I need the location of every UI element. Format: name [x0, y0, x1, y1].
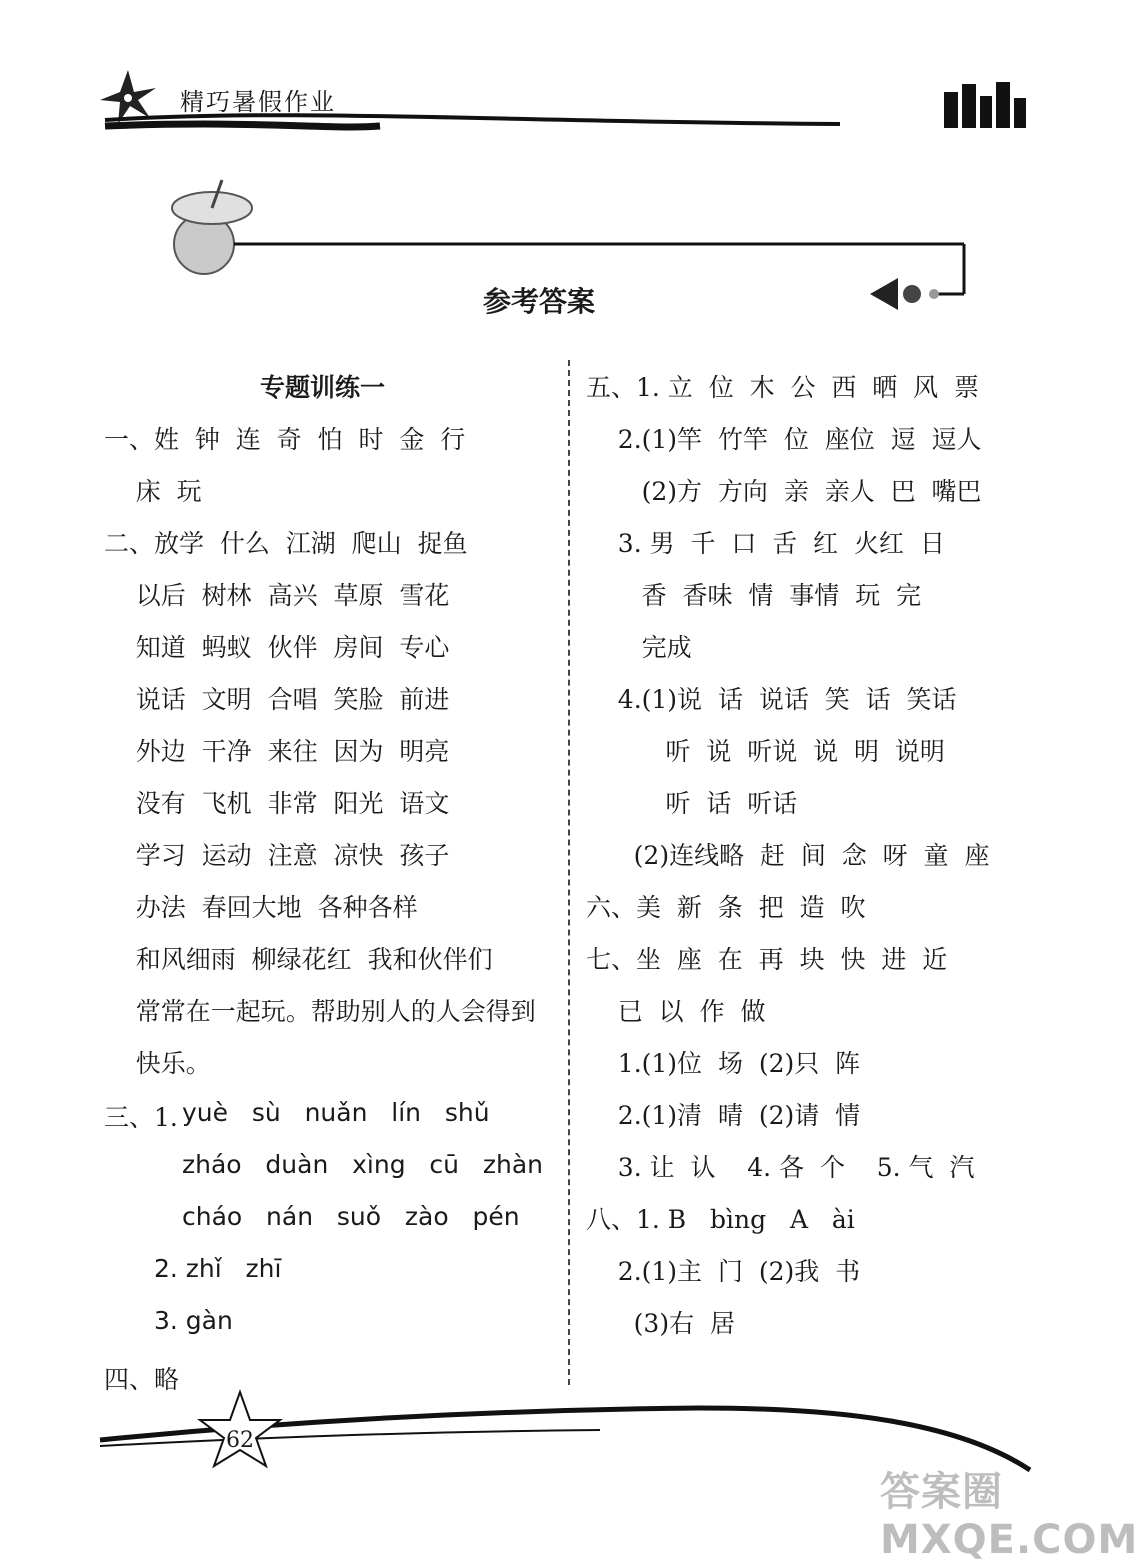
city-skyline-icon [944, 82, 1026, 128]
answer-line: 一、姓 钟 连 奇 怕 时 金 行 [104, 425, 466, 454]
answer-line: 学习 运动 注意 凉快 孩子 [104, 841, 450, 870]
pinyin-line: 2. zhǐ zhī [154, 1254, 282, 1283]
answer-line: 常常在一起玩。帮助别人的人会得到 [104, 997, 536, 1026]
answer-line: 和风细雨 柳绿花红 我和伙伴们 [104, 945, 493, 974]
answer-line: 3. 男 千 口 舌 红 火红 日 [586, 529, 945, 558]
page-number: 62 [226, 1428, 254, 1453]
pinyin-line: yuè sù nuǎn lín shǔ [182, 1098, 490, 1127]
answer-line: 香 香味 情 事情 玩 完 [586, 581, 922, 610]
answer-line: 知道 蚂蚁 伙伴 房间 专心 [104, 633, 450, 662]
answer-line: 快乐。 [104, 1049, 211, 1078]
answer-line: 四、略 [104, 1365, 180, 1394]
section-title: 专题训练一 [260, 373, 386, 402]
column-divider [568, 360, 570, 1385]
answer-line: 八、1. B bìng A ài [586, 1205, 855, 1234]
answer-line: 二、放学 什么 江湖 爬山 捉鱼 [104, 529, 468, 558]
pinyin-line: 3. gàn [154, 1306, 233, 1335]
answer-line: 办法 春回大地 各种各样 [104, 893, 418, 922]
answer-line: 以后 树林 高兴 草原 雪花 [104, 581, 450, 610]
answer-line: 完成 [586, 633, 692, 662]
answer-line: 已 以 作 做 [586, 997, 766, 1026]
pinyin-line: cháo nán suǒ zào pén [182, 1202, 520, 1231]
answer-line: 3. 让 认 4. 各 个 5. 气 汽 [586, 1153, 975, 1182]
pinyin-line: zháo duàn xìng cū zhàn [182, 1150, 543, 1179]
answer-line: 没有 飞机 非常 阳光 语文 [104, 789, 450, 818]
page-title: 参考答案 [482, 285, 595, 318]
answer-line: 2.(1)竿 竹竿 位 座位 逗 逗人 [586, 425, 982, 454]
answer-line: 1.(1)位 场 (2)只 阵 [586, 1049, 861, 1078]
answer-line: (2)方 方向 亲 亲人 巴 嘴巴 [586, 477, 982, 506]
answer-line: 五、1. 立 位 木 公 西 晒 风 票 [586, 373, 980, 402]
answer-line: 听 说 听说 说 明 说明 [586, 737, 945, 766]
answer-line: 床 玩 [104, 477, 202, 506]
answer-line: 六、美 新 条 把 造 吹 [586, 893, 866, 922]
answer-line: 外边 干净 来往 因为 明亮 [104, 737, 450, 766]
header-title: 精巧暑假作业 [180, 88, 336, 116]
answer-line: 说话 文明 合唱 笑脸 前进 [104, 685, 450, 714]
pinyin-label: 三、1. [104, 1103, 178, 1132]
satellite-dish-icon [172, 180, 252, 274]
answer-line: (3)右 居 [586, 1309, 735, 1338]
answer-line: 听 话 听话 [586, 789, 798, 818]
answer-line: 2.(1)主 门 (2)我 书 [586, 1257, 861, 1286]
answer-line: (2)连线略 赶 间 念 呀 童 座 [586, 841, 990, 870]
answer-line: 2.(1)清 晴 (2)请 情 [586, 1101, 861, 1130]
answer-line: 七、坐 座 在 再 块 快 进 近 [586, 945, 948, 974]
answer-line: 4.(1)说 话 说话 笑 话 笑话 [586, 685, 957, 714]
watermark: 答案圈 MXQE.COM [880, 1469, 1138, 1563]
